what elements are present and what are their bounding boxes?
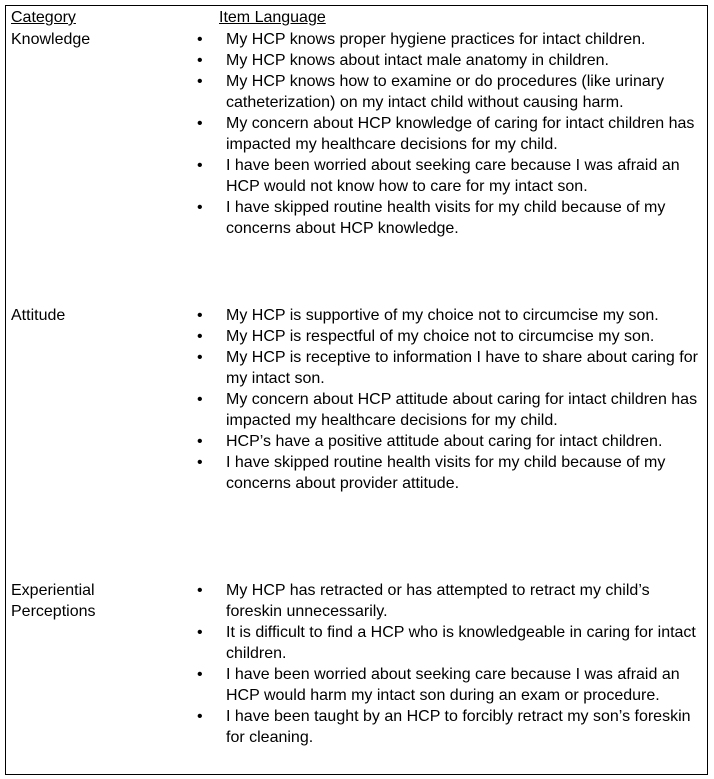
list-item: • My HCP knows about intact male anatomy in children.: [191, 50, 701, 71]
item-list: [191, 305, 701, 494]
list-item: • It is difficult to find a HCP who is knowledgeable in caring for intact children.: [191, 622, 701, 664]
category-name: Attitude: [11, 307, 66, 324]
item-list: [191, 29, 701, 239]
list-item: • My HCP knows how to examine or do procedures (like urinary catheterization) on my intact child without causing harm.: [191, 71, 701, 113]
list-item: • My HCP is receptive to information I have to share about caring for my intact son.: [191, 347, 701, 389]
border-tick-mark: [707, 307, 708, 323]
column-header-item-language: Item Language: [219, 9, 326, 26]
list-item: • I have been taught by an HCP to forcibly retract my son’s foreskin for cleaning.: [191, 706, 701, 748]
list-item: • My concern about HCP knowledge of caring for intact children has impacted my healthcare decisions for my child.: [191, 113, 701, 155]
list-item: • My concern about HCP attitude about caring for intact children has impacted my healthcare decisions for my child.: [191, 389, 701, 431]
list-item: • My HCP has retracted or has attempted to retract my child’s foreskin unnecessarily.: [191, 580, 701, 622]
category-name: Knowledge: [11, 31, 91, 48]
list-item: • My HCP is supportive of my choice not to circumcise my son.: [191, 305, 701, 326]
list-item: • HCP’s have a positive attitude about caring for intact children.: [191, 431, 701, 452]
list-item: • I have skipped routine health visits for my child because of my concerns about provider attitude.: [191, 452, 701, 494]
list-item: • I have been worried about seeking care because I was afraid an HCP would not know how to care for my intact son.: [191, 155, 701, 197]
list-item: • I have been worried about seeking care because I was afraid an HCP would harm my intact son during an exam or procedure.: [191, 664, 701, 706]
column-header-category: Category: [11, 9, 76, 26]
list-item: • My HCP is respectful of my choice not to circumcise my son.: [191, 326, 701, 347]
list-item: • My HCP knows proper hygiene practices for intact children.: [191, 29, 701, 50]
item-list: [191, 580, 701, 748]
category-name: Experiential Perceptions: [11, 582, 96, 620]
list-item: • I have skipped routine health visits for my child because of my concerns about HCP knowledge.: [191, 197, 701, 239]
